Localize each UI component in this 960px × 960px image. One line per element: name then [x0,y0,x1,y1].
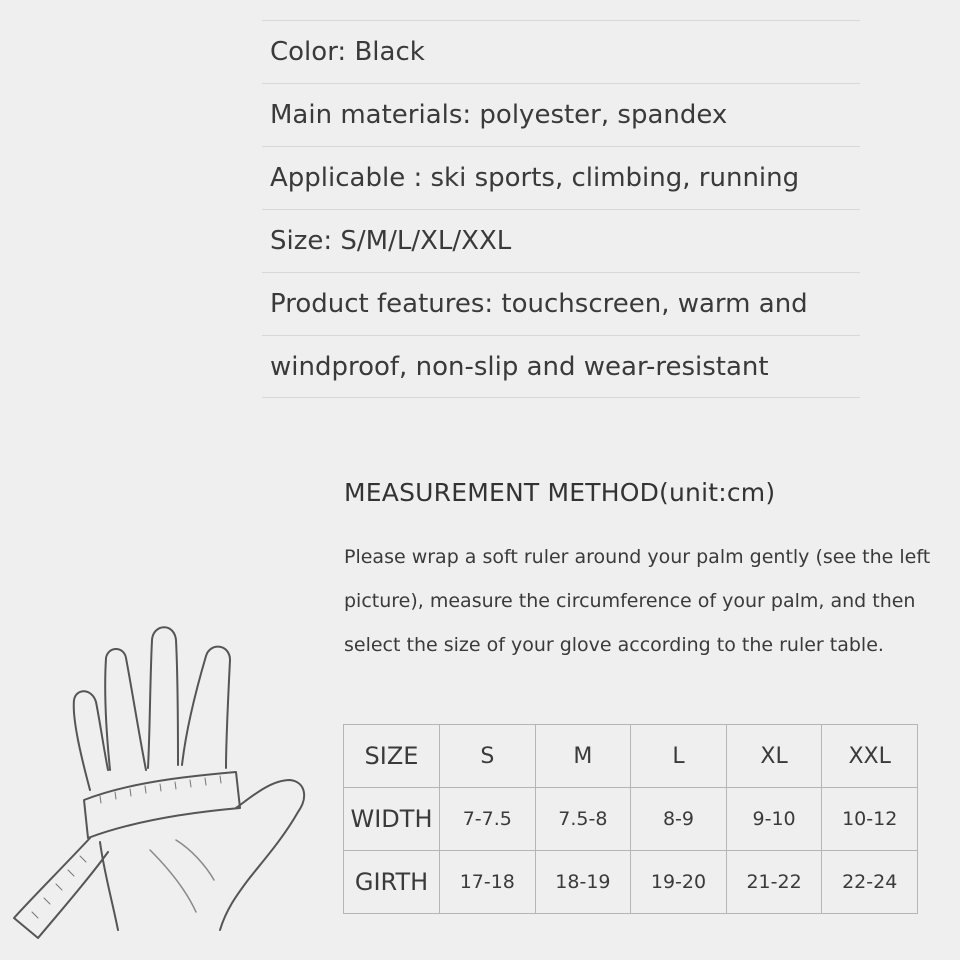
size-s: S [440,725,536,788]
table-cell: 7.5-8 [535,788,631,851]
table-cell: 7-7.5 [440,788,536,851]
table-cell: 9-10 [726,788,822,851]
table-cell: 21-22 [726,851,822,914]
measurement-description: Please wrap a soft ruler around your palm gently (see the left picture), measure the circumference of your palm, and then select the size of your glove according to the ruler table. [344,546,931,656]
size-xxl: XXL [822,725,918,788]
girth-row [344,851,918,914]
spec-features-continued: windproof, non-slip and wear-resistant [262,335,860,398]
width-label: WIDTH [344,788,440,851]
table-cell: 17-18 [440,851,536,914]
spec-size: Size: S/M/L/XL/XXL [262,209,860,272]
size-m: M [535,725,631,788]
size-table [343,724,918,914]
table-cell: 18-19 [535,851,631,914]
size-header-label: SIZE [344,725,440,788]
spec-list [262,20,860,398]
table-cell: 10-12 [822,788,918,851]
girth-label: GIRTH [344,851,440,914]
size-xl: XL [726,725,822,788]
measurement-title: MEASUREMENT METHOD(unit:cm) [344,478,776,507]
spec-applicable: Applicable : ski sports, climbing, running [262,146,860,209]
spec-color: Color: Black [262,20,860,83]
hand-measurement-illustration [0,600,340,960]
spec-materials: Main materials: polyester, spandex [262,83,860,146]
spec-features: Product features: touchscreen, warm and [262,272,860,335]
size-header-row [344,725,918,788]
table-cell: 19-20 [631,851,727,914]
table-cell: 22-24 [822,851,918,914]
table-cell: 8-9 [631,788,727,851]
size-l: L [631,725,727,788]
width-row [344,788,918,851]
